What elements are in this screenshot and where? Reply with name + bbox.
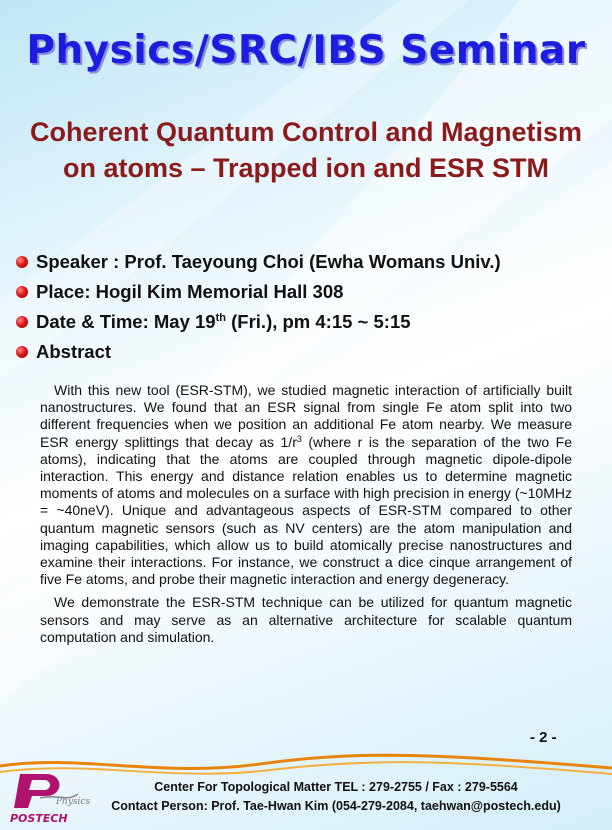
bullet-icon: [16, 256, 28, 268]
bullet-icon: [16, 286, 28, 298]
speaker-item: [16, 248, 606, 278]
bullet-icon: [16, 346, 28, 358]
logo-script-text: Physics: [56, 797, 91, 807]
page-number: - 2 -: [530, 729, 557, 746]
abstract-p1-part-a: With this new tool (ESR-STM), we studied magnetic interaction of artificially built nanostructures. We found that an ESR signal from single Fe atom split into two different frequencies when we position an additional Fe atom nearby. We measure ESR energy splittings that decay as 1/r: [40, 382, 572, 450]
abstract-paragraph-2: We demonstrate the ESR-STM technique can be utilized for quantum magnetic sensors and may serve as an alternative architecture for scalable quantum computation and simulation.: [40, 594, 572, 645]
abstract-heading: Abstract: [36, 341, 112, 362]
date-prefix: Date & Time: May 19: [36, 311, 216, 332]
date-suffix-sup: th: [215, 312, 226, 324]
place-item: [16, 278, 606, 308]
abstract-paragraph-1: [40, 382, 572, 588]
date-suffix: (Fri.), pm 4:15 ~ 5:15: [225, 311, 411, 332]
abstract-p1-superscript: 3: [296, 433, 302, 444]
postech-logo: [6, 768, 98, 826]
abstract-p1-part-b: (where r is the separation of the two Fe atoms), indicating that the atoms are coupled through magnetic dipole-dipole interaction. This energy and distance relation enables us to determine magnetic moments of atoms and molecules on a surface with high precision in energy (~10MHz = ~40neV). Unique and advantageous aspects of ESR-STM compared to other quantum magnetic sensors (such as NV centers) are the atom manipulation and imaging capabilities, which allow us to build atomically precise nanostructures and examine their interactions. For instance, we construct a dice cinque arrangement of five Fe atoms, and probe their magnetic interaction and energy degeneracy.: [40, 433, 572, 588]
bullet-icon: [16, 316, 28, 328]
abstract-body: [40, 382, 572, 652]
footer-center-info: Center For Topological Matter TEL : 279-2755 / Fax : 279-5564: [154, 780, 518, 794]
speaker-text: Speaker : Prof. Taeyoung Choi (Ewha Womans Univ.): [36, 251, 501, 272]
talk-title: Coherent Quantum Control and Magnetism on atoms – Trapped ion and ESR STM: [29, 117, 582, 183]
logo-name-text: POSTECH: [10, 812, 68, 825]
info-list: [16, 248, 606, 368]
place-text: Place: Hogil Kim Memorial Hall 308: [36, 281, 344, 302]
seminar-title: Physics/SRC/IBS Seminar: [26, 28, 586, 73]
date-time-item: [16, 308, 606, 338]
footer-contact-info: Contact Person: Prof. Tae-Hwan Kim (054-279-2084, taehwan@postech.edu): [111, 799, 561, 813]
abstract-item: [16, 338, 606, 368]
